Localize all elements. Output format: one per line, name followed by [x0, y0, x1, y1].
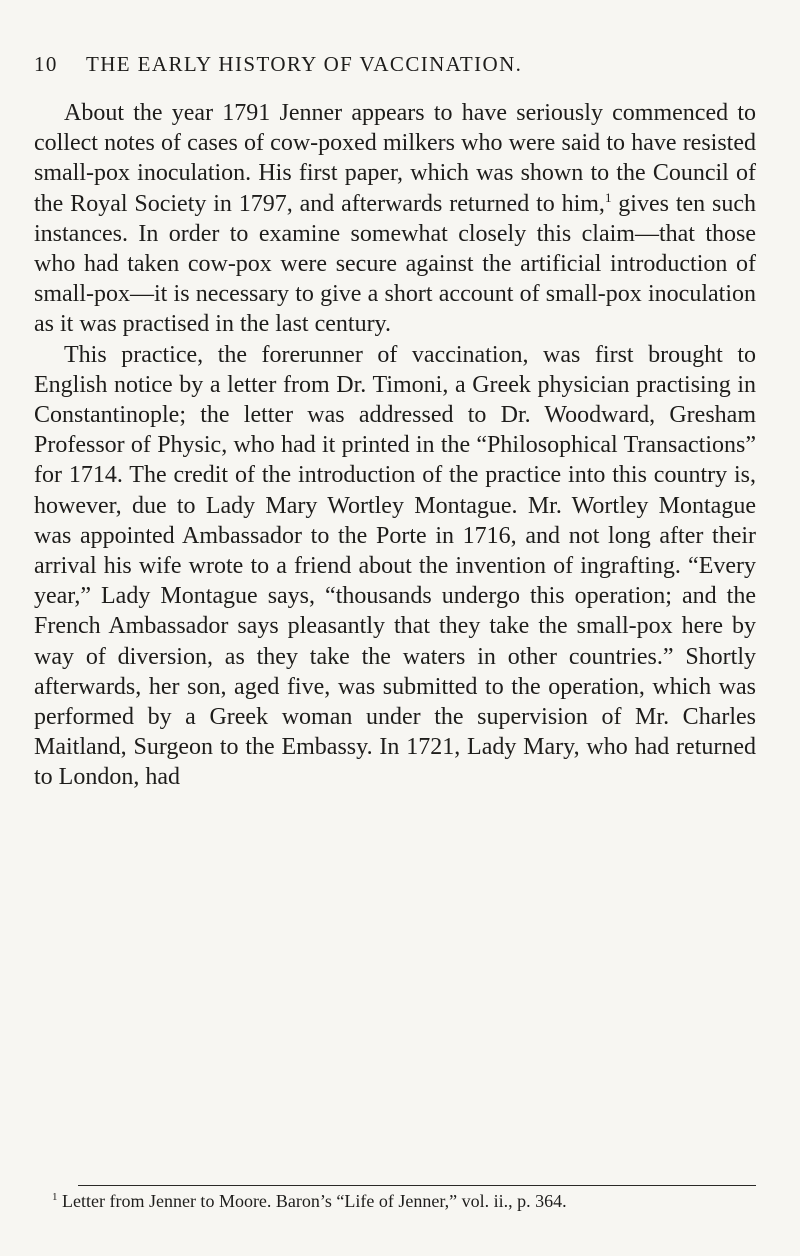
paragraph-1-text-a: About the year 1791 Jenner appears to have seriously commenced to collect notes of cases of cow-poxed milkers who were said to have resisted small-pox inoculation. His first paper, which was shown to the Council of the Royal Society in 1797, and afterwards returned to him, — [34, 100, 756, 217]
footnote-mark: 1 — [52, 1191, 58, 1203]
footnote-divider — [78, 1185, 756, 1186]
paragraph-1-text-b: gives ten such instances. In order to examine somewhat closely this claim—that those who had taken cow-pox were secure against the artificial introduction of small-pox—it is necessary to give a short account of small-pox inoculation as it was practised in the last century. — [34, 190, 756, 338]
footnote — [34, 1190, 756, 1213]
footnote-reference: 1 — [604, 189, 612, 205]
page-number: 10 — [34, 52, 58, 76]
paragraph-1 — [34, 98, 756, 340]
footnote-text: Letter from Jenner to Moore. Baron’s “Life of Jenner,” vol. ii., p. 364. — [57, 1191, 567, 1211]
running-title: THE EARLY HISTORY OF VACCINATION. — [86, 52, 523, 76]
body-text — [34, 98, 756, 793]
paragraph-2: This practice, the forerunner of vaccination, was first brought to English notice by a letter from Dr. Timoni, a Greek physician practising in Constantinople; the letter was addressed to Dr. Woodward, Gresham Professor of Physic, who had it printed in the “Philosophical Transactions” for 1714. The credit of the introduction of the practice into this country is, however, due to Lady Mary Wortley Montague. Mr. Wortley Montague was appointed Ambassador to the Porte in 1716, and not long after their arrival his wife wrote to a friend about the invention of ingrafting. “Every year,” Lady Montague says, “thousands undergo this operation; and the French Ambassador says pleasantly that they take the small-pox here by way of diversion, as they take the waters in other countries.” Shortly afterwards, her son, aged five, was submitted to the operation, which was performed by a Greek woman under the supervision of Mr. Charles Maitland, Surgeon to the Embassy. In 1721, Lady Mary, who had returned to London, had — [34, 341, 756, 791]
running-head — [34, 49, 756, 79]
